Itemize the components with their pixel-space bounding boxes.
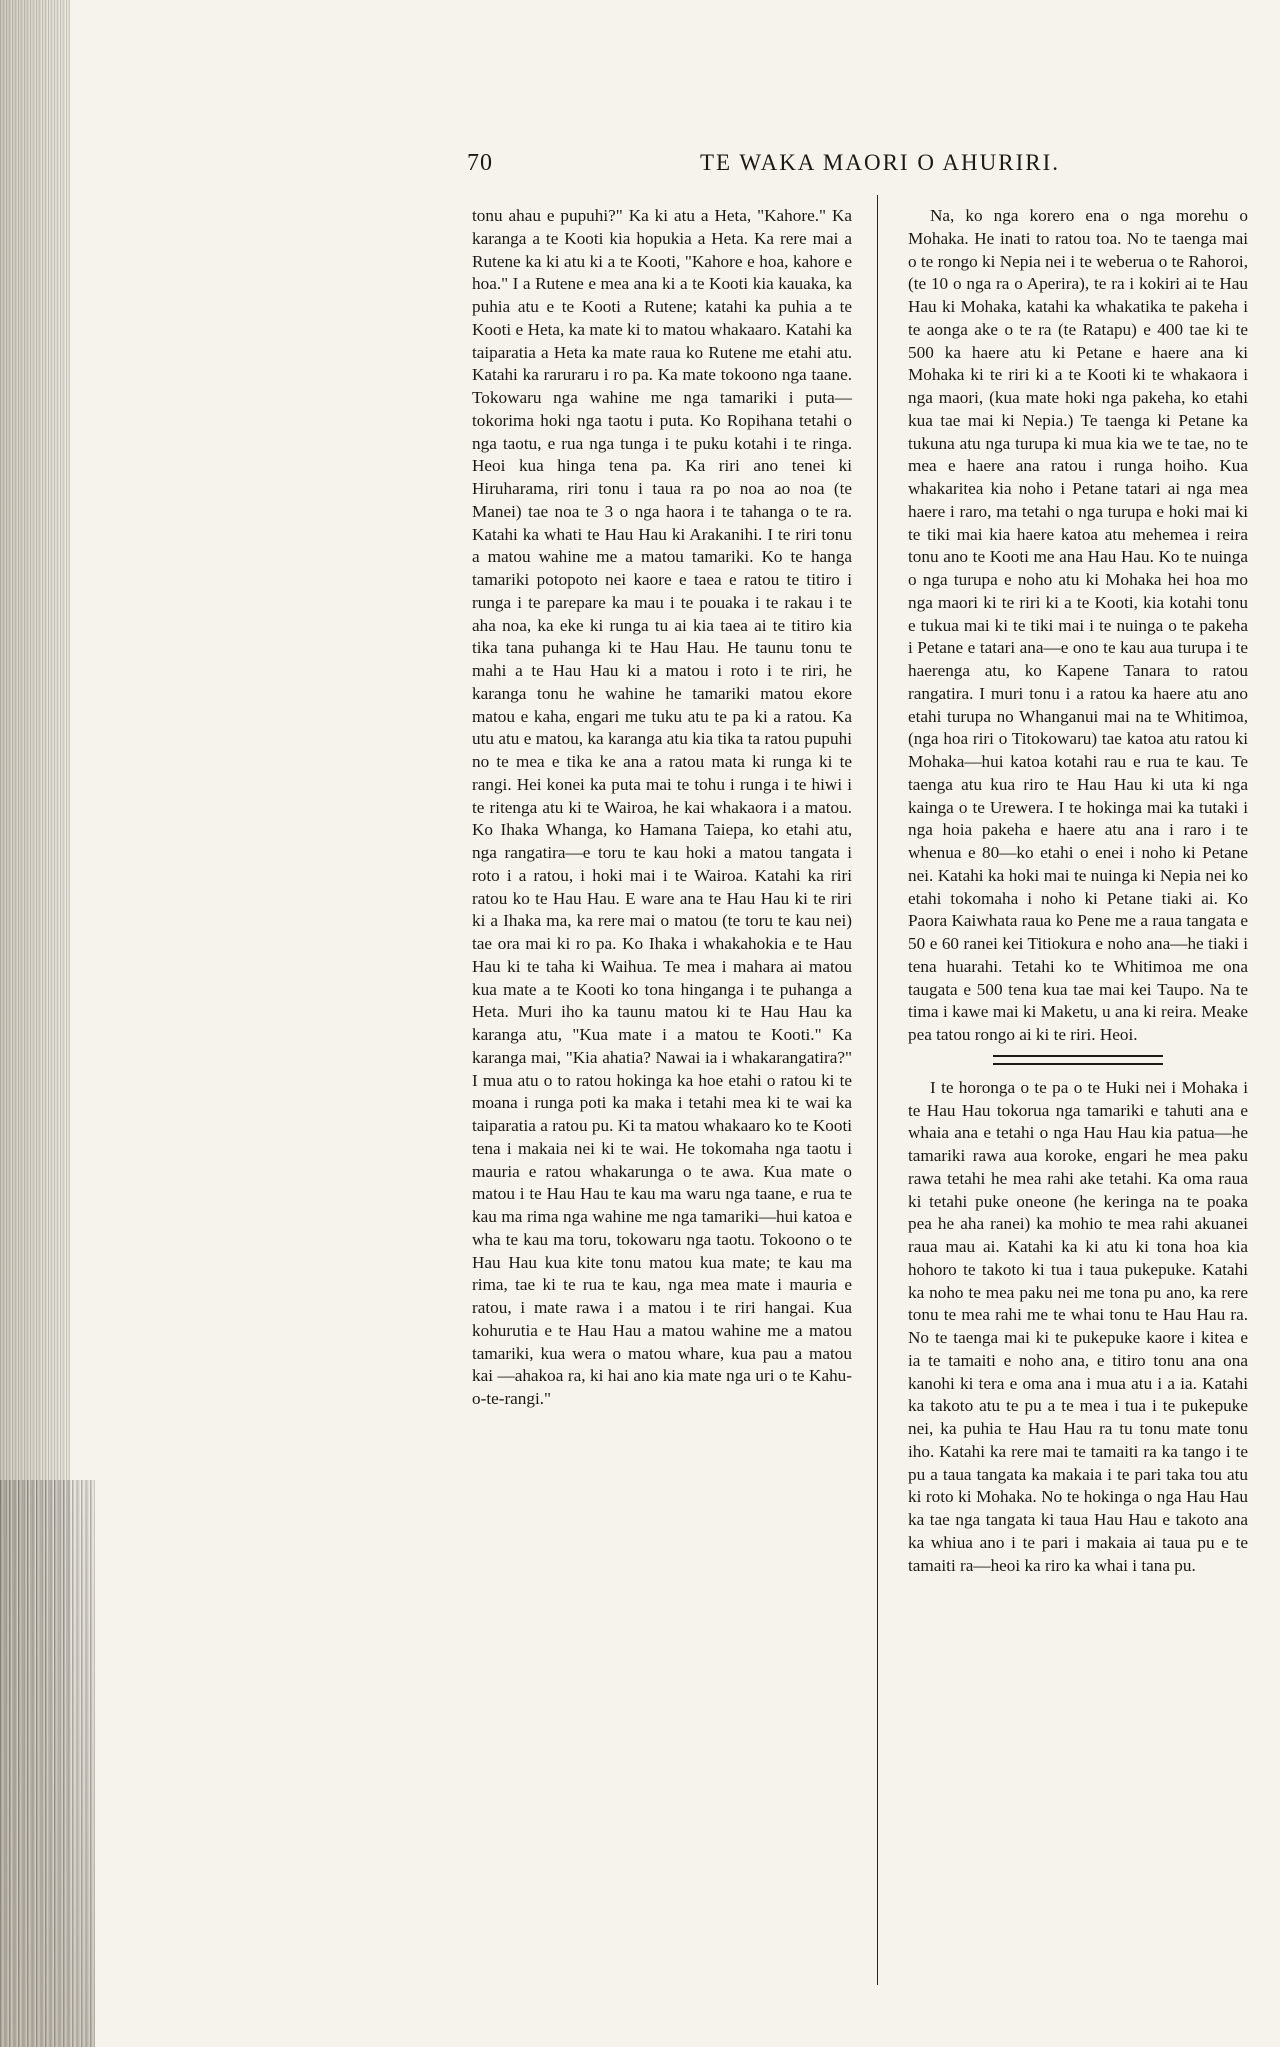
- section-divider: [993, 1055, 1163, 1065]
- right-column-paragraph-children-story: I te horonga o te pa o te Huki nei i Mohaka i te Hau Hau tokorua nga tamariki e tahuti ana e whaia ana e tetahi o nga Hau Hau kia patua—he tamariki rawa aua koroke, engari he mea paku rawa tetahi he mea rahi ake tetahi. Ka oma raua ki tetahi puke oneone (he keringa na te poaka pea he aha ranei) ka mohio te mea rahi akuanei raua mau ai. Katahi ka ki atu ki tona hoa kia hohoro te takoto ki tua i taua pukepuke. Katahi ka noho te mea paku nei me tona pu ano, ka rere tonu te mea rahi me te whai tonu te Hau Hau ra. No te taenga mai ki te pukepuke kaore i kitea e ia te tamaiti e noho ana, e titiro tonu ana ona kanohi ki tera e oma ana i mua atu i a ia. Katahi ka takoto atu te pu a te mea i tua i te pukepuke nei, ka puhia te Hau Hau ra tu tonu mate tonu iho. Katahi ka rere mai te tamaiti ra ka tango i te pu a taua tangata ka makaia i te pari taka tou atu ki roto ki Mohaka. No te hokinga o nga Hau Hau ka tae nga tangata ki taua Hau Hau e takoto ana ka whiua ano i te pari i makaia ai taua pu e te tamaiti ra—heoi ka riro ka whai i tana pu.: [908, 1077, 1248, 1575]
- page-number: 70: [467, 150, 493, 176]
- page-binding-shadow: [0, 1480, 95, 2047]
- running-title: TE WAKA MAORI O AHURIRI.: [700, 150, 1060, 175]
- right-column-paragraph-mohaka-report: Na, ko nga korero ena o nga morehu o Mohaka. He inati to ratou toa. No te taenga mai o te rongo ki Nepia nei i te weberua o te Rahoroi, (te 10 o nga ra o Aperira), te ra i kokiri ai te Hau Hau ki Mohaka, katahi ka whakatika te pakeha i te aonga ake o te ra (te Ratapu) e 400 tae ki te 500 ka haere atu ki Petane e haere ana ki Mohaka ki te riri ki a te Kooti ki te whakaora i nga maori, (kua mate hoki nga pakeha, ko etahi kua tae mai ki Nepia.) Te taenga ki Petane ka tukuna atu nga turupa ki mua kia we te tae, no te mea e haere ana ratou i runga hoiho. Kua whakaritea kia noho i Petane tatari ai nga mea haere i raro, ma tetahi o nga turupa e hoki mai ki te tiki mai kia haere katoa atu mehemea i reira tonu ano te Kooti me ana Hau Hau. Ko te nuinga o nga turupa e noho atu ki Mohaka hei hoa mo nga maori ki te riri ki a te Kooti, kia kotahi tonu e tukua mai ki te tiki mai i te nuinga o te pakeha i Petane e tatari ana—e ono te kau aua turupa i te haerenga atu, ko Kapene Tanara to ratou rangatira. I muri tonu i a ratou ka haere atu ano etahi turupa no Whanganui mai na te Whitimoa, (nga hoa riri o Titokowaru) tae katoa atu ratou ki Mohaka—hui katoa kotahi rau e rua te kau. Te taenga atu kua riro te Hau Hau ki uta ki nga kainga o te Urewera. I te hokinga mai ka tutaki i nga hoia pakeha e haere atu ana i raro i te whenua e 80—ko etahi o enei i noho ki Petane nei. Katahi ka hoki mai te nuinga ki Nepia nei ko etahi tokomaha i noho ki Petane tiaki ai. Ko Paora Kaiwhata raua ko Pene me a raua tangata e 50 e 60 ranei kei Titiokura e noho ana—he tiaki i tena huarahi. Tetahi ko te Whitimoa me ona taugata e 500 tena kua tae mai kei Taupo. Na te tima i kawe mai ki Maketu, u ana ki reira. Meake pea tatou rongo ai ki te riri. Heoi.: [908, 206, 1248, 1044]
- left-column-paragraph: tonu ahau e pupuhi?" Ka ki atu a Heta, "Kahore." Ka karanga a te Kooti kia hopukia a Heta. Ka rere mai a Rutene ka ki atu ki a te Kooti, "Kahore e hoa, kahore e hoa." I a Rutene e mea ana ki a te Kooti kia kauaka, ka puhia atu e te Kooti a Rutene; katahi ka puhia a te Kooti e Heta, ka mate ki to matou whakaaro. Katahi ka taiparatia a Heta ka mate raua ko Rutene me etahi atu. Katahi ka raruraru i ro pa. Ka mate tokoono nga taane. Tokowaru nga wahine me nga tamariki i puta—tokorima hoki nga taotu i puta. Ko Ropihana tetahi o nga taotu, e rua nga tunga i te puku kotahi i te ringa. Heoi kua hinga tena pa. Ka riri ano tenei ki Hiruharama, riri tonu i taua ra po noa ao noa (te Manei) tae noa te 3 o nga haora i te tahanga o te ra. Katahi ka whati te Hau Hau ki Arakanihi. I te riri tonu a matou wahine me a matou tamariki. Ko te hanga tamariki potopoto nei kaore e taea e ratou te titiro i runga i te parepare ka mau i te pouaka i te rakau i te aha noa, ka eke ki runga tu ai kia taea ai te titiro kia tika tana puhanga ki te Hau Hau. He taunu tonu te mahi a te Hau Hau ki a matou i roto i te riri, he karanga tonu he wahine he tamariki matou ekore matou e kaha, engari me tuku atu te pa ki a ratou. Ka utu atu e matou, ka karanga atu kia tika ta ratou pupuhi no te mea e tika ke ana a ratou mata ki runga ki te rangi. Hei konei ka puta mai te tohu i runga i te hiwi i te ritenga atu ki te Wairoa, he kai whakaora i a matou. Ko Ihaka Whanga, ko Hamana Taiepa, ko etahi atu, nga rangatira—e toru te kau hoki a matou tangata i roto i a ratou, i hoki mai i te Wairoa. Katahi ka riri ratou ko te Hau Hau. E ware ana te Hau Hau ki te riri ki a Ihaka ma, ka rere mai o matou (te toru te kau nei) tae ora mai ki ro pa. Ko Ihaka i whakahokia e te Hau Hau ki te taha ki Waihua. Te mea i mahara ai matou kua mate a te Kooti ko tona hinganga i te puhanga a Heta. Muri iho ka taunu matou ki te Hau Hau ka karanga atu, "Kua mate i a matou te Kooti." Ka karanga mai, "Kia ahatia? Nawai ia i whakarangatira?" I mua atu o to ratou hokinga ka hoe etahi o ratou ki te moana i runga poti ka maka i tetahi mea ki te wai ka taiparatia a ratou pu. Ki ta matou whakaaro ko te Kooti tena i makaia nei ki te wai. He tokomaha nga taotu i mauria e ratou whakarunga o te awa. Kua mate o matou i te Hau Hau te kau ma waru nga taane, e rua te kau ma rima nga wahine me nga tamariki—hui katoa e wha te kau ma toru, tokowaru nga taotu. Tokoono o te Hau Hau kua kite tonu matou kua mate; te kau ma rima, tae ki te rua te kau, nga mea mate i mauria e ratou, i mate rawa i a matou i te riri hangai. Kua kohurutia e te Hau Hau a matou wahine me a matou tamariki, kua wera o matou whare, kua pau a matou kai —ahakoa ra, ki hai ano kia mate nga uri o te Kahu-o-te-rangi.": [472, 206, 852, 1408]
- page-header: [467, 150, 1060, 184]
- right-column: [908, 205, 1248, 1577]
- column-divider: [877, 195, 878, 1985]
- left-column: [472, 205, 852, 1411]
